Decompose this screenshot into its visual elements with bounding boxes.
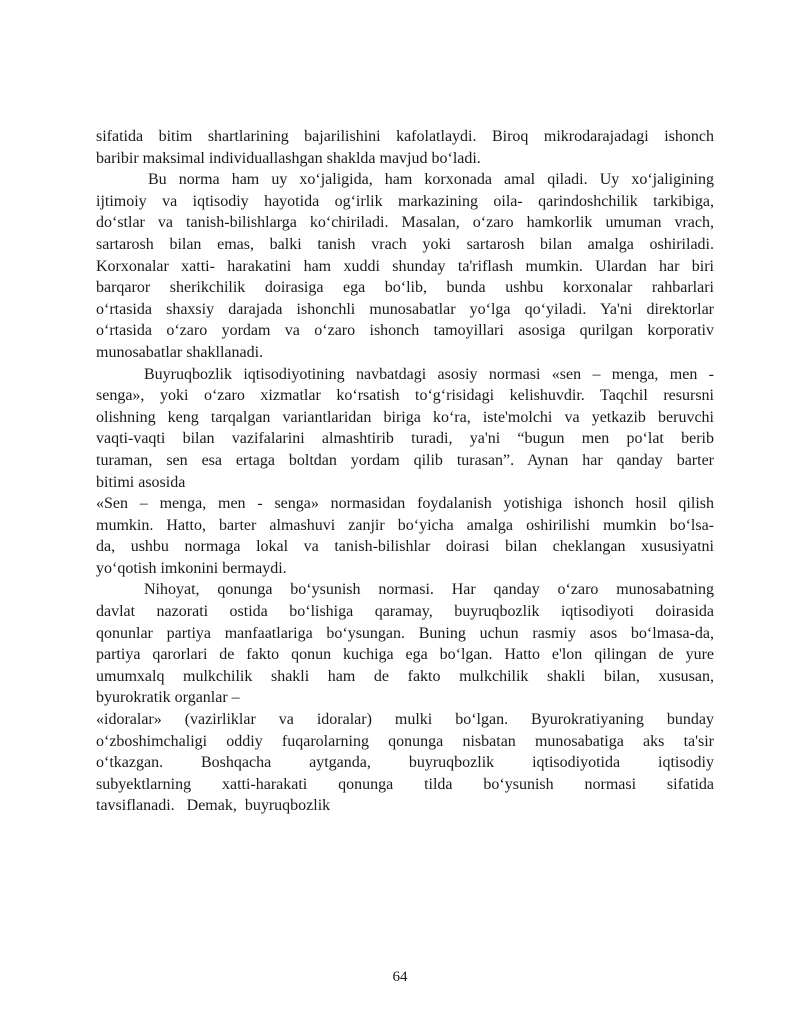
page-number: 64 (392, 969, 408, 985)
text-line: Korxonalar xatti- harakatini ham xuddi shunday ta'riflash mumkin. Ulardan har biri (96, 257, 714, 275)
text-line: bitimi asosida (96, 473, 186, 491)
text-line: da, ushbu normaga lokal va tanish-bilishlar doirasi bilan cheklangan xususiyatni (96, 538, 714, 556)
paragraph-1 (96, 126, 714, 169)
text-line: barqaror sherikchilik doirasiga ega bo‘lib, bunda ushbu korxonalar rahbarlari (96, 279, 714, 297)
text-line: o‘tkazgan. Boshqacha aytganda, buyruqbozlik iqtisodiyotida iqtisodiy (96, 754, 714, 772)
paragraph-2 (96, 169, 714, 363)
text-line: sartarosh bilan emas, balki tanish vrach yoki sartarosh bilan amalga oshiriladi. (96, 235, 714, 253)
text-line: o‘rtasida o‘zaro yordam va o‘zaro ishonch tamoyillari asosiga qurilgan korporativ (96, 322, 714, 340)
text-line: yo‘qotish imkonini bermaydi. (96, 559, 287, 577)
paragraph-6 (96, 709, 714, 817)
text-line: vaqti-vaqti bilan vazifalarini almashtirib turadi, ya'ni “bugun men po‘lat berib (96, 430, 714, 448)
text-line: subyektlarning xatti-harakati qonunga tilda bo‘ysunish normasi sifatida (96, 775, 714, 793)
text-line: o‘rtasida shaxsiy darajada ishonchli munosabatlar yo‘lga qo‘yiladi. Ya'ni direktorlar (96, 300, 714, 318)
text-line: do‘stlar va tanish-bilishlarga ko‘chiriladi. Masalan, o‘zaro hamkorlik umuman vrach, (96, 214, 714, 232)
text-line: o‘zboshimchaligi oddiy fuqarolarning qonunga nisbatan munosabatiga aks ta'sir (96, 732, 714, 750)
text-line: baribir maksimal individuallashgan shaklda mavjud bo‘ladi. (96, 149, 481, 167)
text-line: partiya qarorlari de fakto qonun kuchiga ega bo‘lgan. Hatto e'lon qilingan de yure (96, 646, 714, 664)
text-line: senga», yoki o‘zaro xizmatlar ko‘rsatish to‘g‘risidagi kelishuvdir. Taqchil resursni (96, 387, 714, 405)
text-line: qonunlar partiya manfaatlariga bo‘ysungan. Buning uchun rasmiy asos bo‘lmasa-da, (96, 624, 714, 642)
text-line: «Sen – menga, men - senga» normasidan foydalanish yotishiga ishonch hosil qilish (96, 495, 714, 513)
text-line: davlat nazorati ostida bo‘lishiga qaramay, buyruqbozlik iqtisodiyoti doirasida (96, 603, 714, 621)
text-line: tavsiflanadi. Demak, buyruqbozlik (96, 797, 331, 815)
paragraph-4 (96, 493, 714, 579)
text-line: «idoralar» (vazirliklar va idoralar) mulki bo‘lgan. Byurokratiyaning bunday (96, 711, 714, 729)
text-line: ijtimoiy va iqtisodiy hayotida og‘irlik markazining oila- qarindoshchilik tarkibiga, (96, 192, 714, 210)
text-line: munosabatlar shakllanadi. (96, 343, 264, 361)
text-line: Nihoyat, qonunga bo‘ysunish normasi. Har qanday o‘zaro munosabatning (144, 581, 714, 599)
text-line: mumkin. Hatto, barter almashuvi zanjir bo‘yicha amalga oshirilishi mumkin bo‘lsa- (96, 516, 714, 534)
text-line: Bu norma ham uy xo‘jaligida, ham korxonada amal qiladi. Uy xo‘jaligining (148, 171, 714, 189)
paragraph-3 (96, 364, 714, 494)
paragraph-5 (96, 579, 714, 709)
text-line: Buyruqbozlik iqtisodiyotining navbatdagi asosiy normasi «sen – menga, men - (144, 365, 714, 383)
text-line: umumxalq mulkchilik shakli ham de fakto mulkchilik shakli bilan, xususan, (96, 667, 714, 685)
text-line: byurokratik organlar – (96, 689, 240, 707)
text-line: turaman, sen esa ertaga boltdan yordam qilib turasan”. Aynan har qanday barter (96, 451, 714, 469)
document-page (96, 126, 714, 817)
text-line: olishning keng tarqalgan variantlaridan biriga ko‘ra, iste'molchi va yetkazib beruvchi (96, 408, 714, 426)
text-line: sifatida bitim shartlarining bajarilishini kafolatlaydi. Biroq mikrodarajadagi ishonch (96, 128, 714, 145)
